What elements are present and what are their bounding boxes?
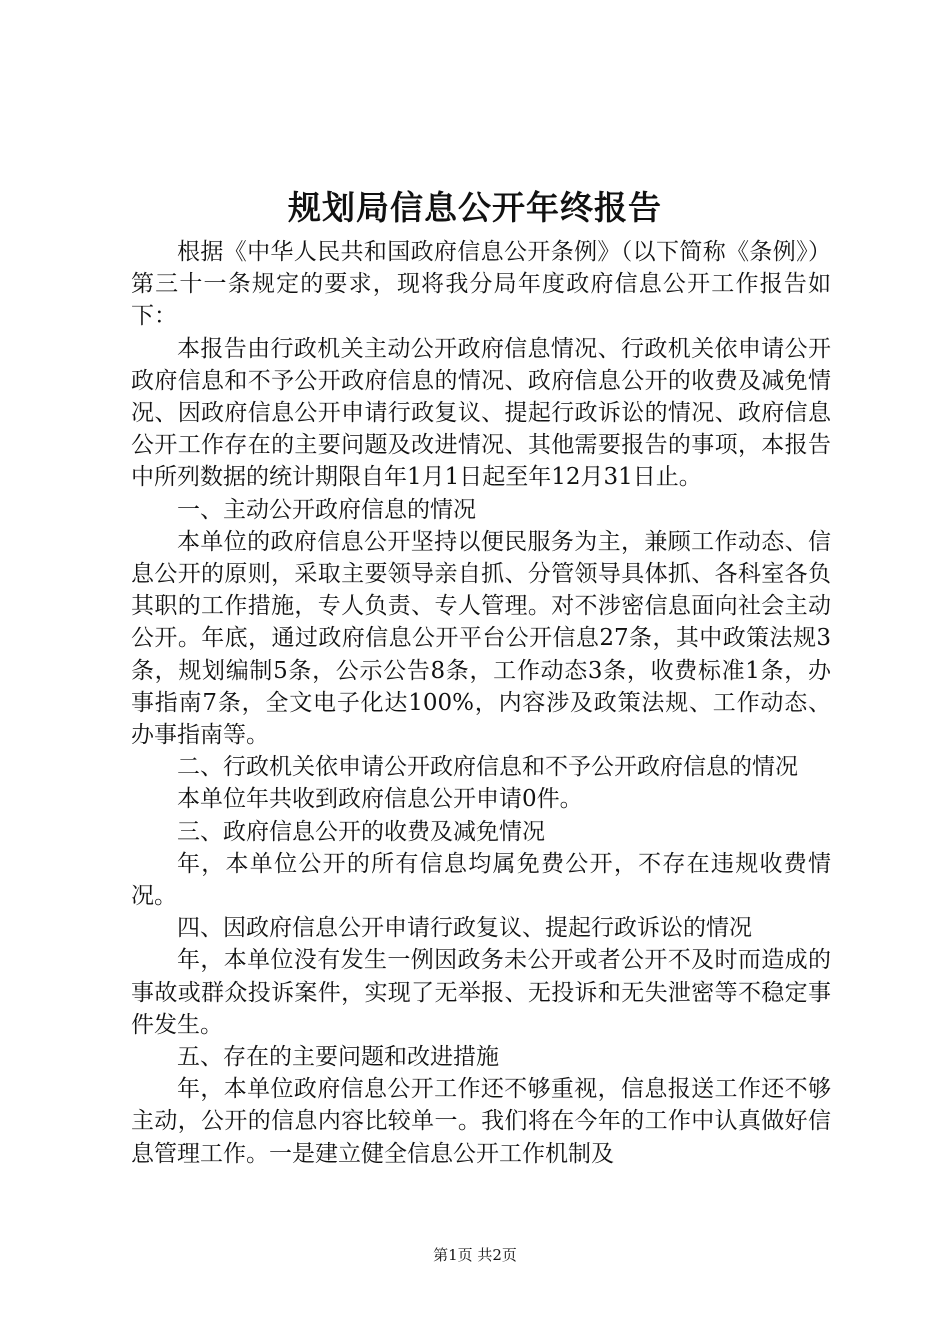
paragraph-section-1: 本单位的政府信息公开坚持以便民服务为主，兼顾工作动态、信息公开的原则，采取主要领导亲自抓、分管领导具体抓、各科室各负其职的工作措施，专人负责、专人管理。对不涉密信息面向社会主动公开。年底，通过政府信息公开平台公开信息27条，其中政策法规3条，规划编制5条，公示公告8条，工作动态3条，收费标准1条，办事指南7条，全文电子化达100%，内容涉及政策法规、工作动态、办事指南等。 xyxy=(131,528,831,749)
paragraph-intro: 根据《中华人民共和国政府信息公开条例》（以下简称《条例》）第三十一条规定的要求，现将我分局年度政府信息公开工作报告如下： xyxy=(131,239,831,330)
document-title: 规划局信息公开年终报告 xyxy=(288,188,662,227)
page-number: 第1页 共2页 xyxy=(433,1246,517,1264)
paragraph-section-3: 年，本单位公开的所有信息均属免费公开，不存在违规收费情况。 xyxy=(131,850,831,910)
section-heading-1: 一、主动公开政府信息的情况 xyxy=(177,496,476,523)
section-heading-4: 四、因政府信息公开申请行政复议、提起行政诉讼的情况 xyxy=(177,915,752,942)
paragraph-section-5: 年，本单位政府信息公开工作还不够重视，信息报送工作还不够主动，公开的信息内容比较单一。我们将在今年的工作中认真做好信息管理工作。一是建立健全信息公开工作机制及 xyxy=(131,1076,831,1167)
document-body xyxy=(131,236,831,1170)
section-heading-3: 三、政府信息公开的收费及减免情况 xyxy=(177,818,545,845)
section-heading-2: 二、行政机关依申请公开政府信息和不予公开政府信息的情况 xyxy=(177,754,798,781)
paragraph-section-4: 年，本单位没有发生一例因政务未公开或者公开不及时而造成的事故或群众投诉案件，实现了无举报、无投诉和无失泄密等不稳定事件发生。 xyxy=(131,947,831,1038)
paragraph-section-2: 本单位年共收到政府信息公开申请0件。 xyxy=(177,786,583,813)
paragraph-scope: 本报告由行政机关主动公开政府信息情况、行政机关依申请公开政府信息和不予公开政府信息的情况、政府信息公开的收费及减免情况、因政府信息公开申请行政复议、提起行政诉讼的情况、政府信息公开工作存在的主要问题及改进情况、其他需要报告的事项，本报告中所列数据的统计期限自年1月1日起至年12月31日止。 xyxy=(131,335,831,491)
section-heading-5: 五、存在的主要问题和改进措施 xyxy=(177,1044,499,1071)
